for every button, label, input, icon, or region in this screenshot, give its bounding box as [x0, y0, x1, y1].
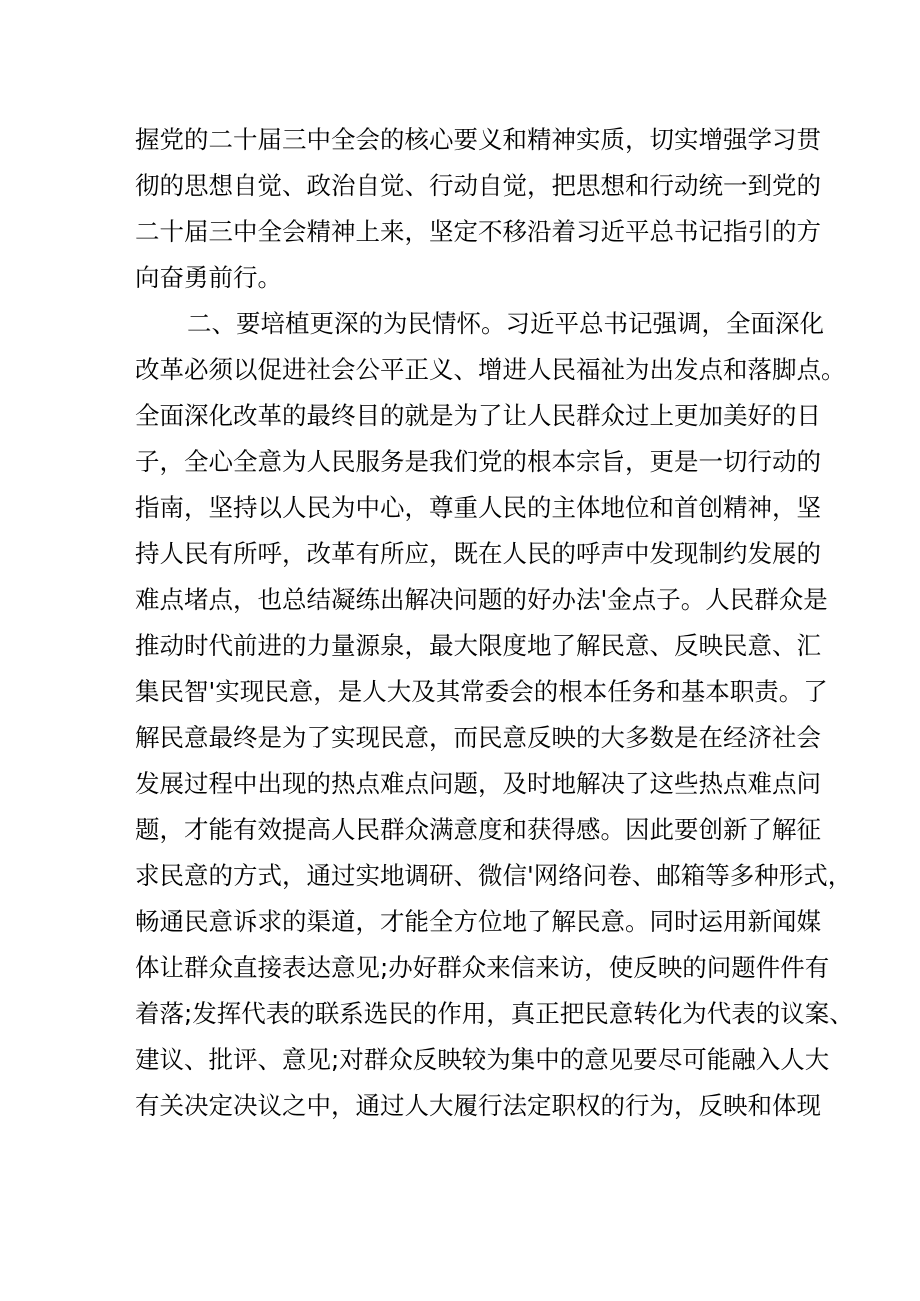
text-line: 有关决定决议之中，通过人大履行法定职权的行为，反映和体现 [135, 1091, 821, 1120]
text-line: 改革必须以促进社会公平正义、增进人民福祉为出发点和落脚点。 [135, 355, 846, 384]
text-line: 体让群众直接表达意见;办好群众来信来访，使反映的问题件件有 [135, 953, 830, 982]
text-line: 持人民有所呼，改革有所应，既在人民的呼声中发现制约发展的 [135, 539, 821, 568]
text-line: 畅通民意诉求的渠道，才能全方位地了解民意。同时运用新闻媒 [135, 907, 821, 936]
text-line: 难点堵点，也总结凝练出解决问题的好办法'金点子。人民群众是 [135, 585, 828, 614]
text-line: 向奋勇前行。 [135, 263, 282, 292]
text-line: 推动时代前进的力量源泉，最大限度地了解民意、反映民意、汇 [135, 631, 821, 660]
text-line: 解民意最终是为了实现民意，而民意反映的大多数是在经济社会 [135, 723, 821, 752]
paragraph-heading-line: 二、要培植更深的为民情怀。习近平总书记强调，全面深化 [187, 309, 824, 338]
text-line: 二十届三中全会精神上来，坚定不移沿着习近平总书记指引的方 [135, 217, 821, 246]
text-line: 集民智'实现民意，是人大及其常委会的根本任务和基本职责。了 [135, 677, 828, 706]
text-line: 彻的思想自觉、政治自觉、行动自觉，把思想和行动统一到党的 [135, 171, 821, 200]
text-line: 着落;发挥代表的联系选民的作用，真正把民意转化为代表的议案、 [135, 999, 854, 1028]
text-line: 题，才能有效提高人民群众满意度和获得感。因此要创新了解征 [135, 815, 821, 844]
text-line: 全面深化改革的最终目的就是为了让人民群众过上更加美好的日 [135, 401, 821, 430]
text-line: 握党的二十届三中全会的核心要义和精神实质，切实增强学习贯 [135, 125, 821, 154]
text-line: 发展过程中出现的热点难点问题，及时地解决了这些热点难点问 [135, 769, 821, 798]
text-line: 建议、批评、意见;对群众反映较为集中的意见要尽可能融入人大 [135, 1045, 830, 1074]
text-line: 指南，坚持以人民为中心，尊重人民的主体地位和首创精神，坚 [135, 493, 821, 522]
text-line: 求民意的方式，通过实地调研、微信'网络问卷、邮箱等多种形式， [135, 861, 853, 890]
text-line: 子，全心全意为人民服务是我们党的根本宗旨，更是一切行动的 [135, 447, 821, 476]
